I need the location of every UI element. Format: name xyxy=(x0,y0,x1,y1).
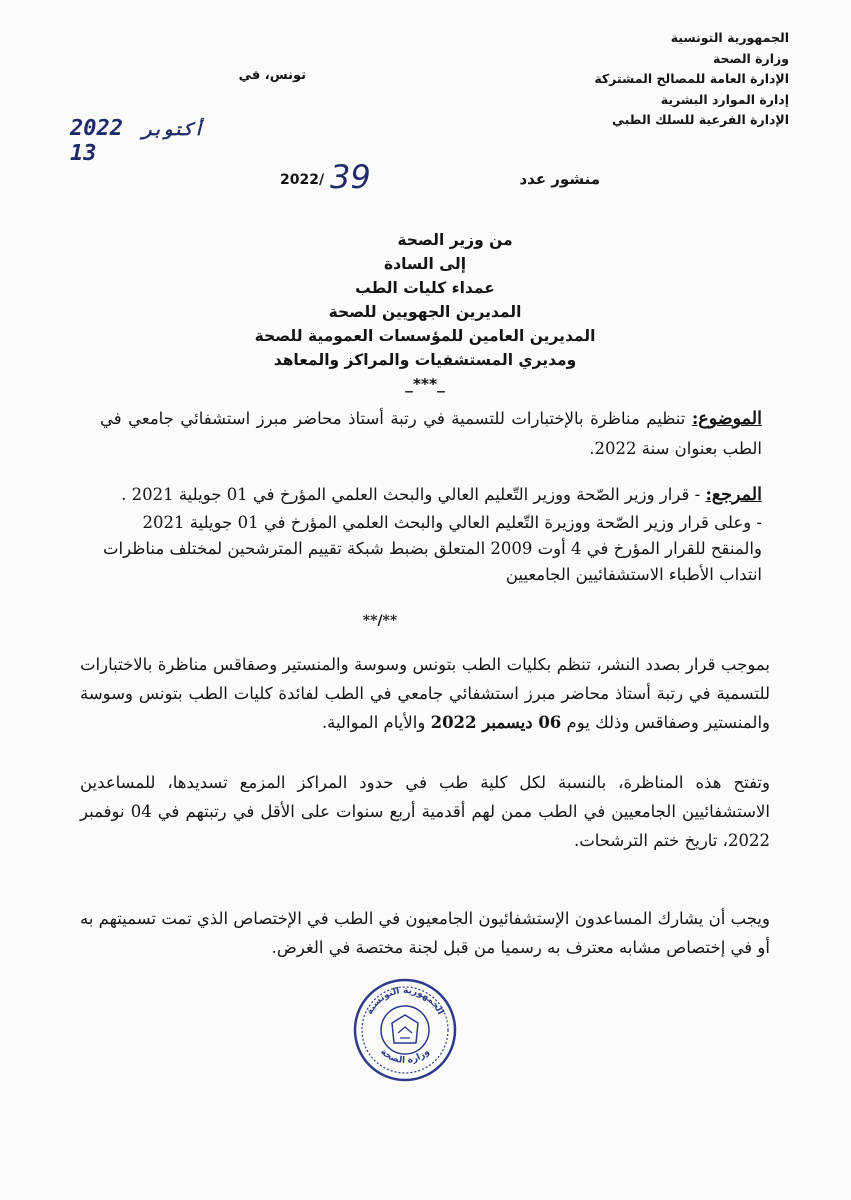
address-to: إلى السادة xyxy=(383,255,467,273)
official-stamp xyxy=(350,975,460,1085)
reference-item-2: - وعلى قرار وزير الصّحة ووزيرة التّعليم العالي والبحث العلمي المؤرخ في 01 جويلية 2021 والمنقح للقرار المؤرخ في 4 أوت 2009 المتعلق بضبط شبكة تقييم المترشحين لمختلف مناظرات انتداب الأطباء الاستشفائيين الجامعيين xyxy=(103,513,762,584)
circular-number: 39 xyxy=(330,158,371,196)
ministry-header xyxy=(529,28,789,131)
recipient: ومديري المستشفيات والمراكز والمعاهد xyxy=(273,351,577,369)
reference-item-1 xyxy=(100,482,762,508)
header-line: وزارة الصحة xyxy=(712,50,789,66)
p1-start: بموجب قرار بصدد النشر، تنظم بكليات الطب بتونس وسوسة والمنستير وصفاقس مناظرة بالاختبارات للتسمية في رتبة أستاذ محاضر مبرز استشفائي جامعي في الطب لفائدة كليات الطب بتونس وسوسة والمنستير وصفاقس وذلك يوم xyxy=(80,655,770,732)
stamp-seal-icon xyxy=(350,975,460,1085)
subject-keyword: الموضوع: xyxy=(691,409,762,429)
svg-text:وزارة الصحة xyxy=(378,1047,431,1066)
recipient: المديرين الجهويين للصحة xyxy=(328,303,522,321)
date-day: 13 xyxy=(70,141,97,166)
subject-text: تنظيم مناظرة بالإختبارات للتسمية في رتبة أستاذ محاضر مبرز استشفائي جامعي في الطب بعنوان سنة 2022. xyxy=(100,409,762,458)
reference-block xyxy=(100,482,762,588)
circular-number-line xyxy=(280,158,600,202)
place-label: تونس، في xyxy=(238,68,306,83)
address-block xyxy=(180,228,670,396)
circular-label: منشور عدد xyxy=(519,170,600,188)
header-line: إدارة الموارد البشرية xyxy=(660,91,789,107)
reference-keyword: المرجع: xyxy=(705,485,762,505)
stamp-text-top: الجمهورية التونسية xyxy=(364,985,446,1017)
subject-paragraph xyxy=(100,404,762,463)
circular-year: 2022/ xyxy=(280,172,325,188)
reference-item-1-text: - قرار وزير الصّحة ووزير التّعليم العالي والبحث العلمي المؤرخ في 01 جويلية 2021 . xyxy=(121,485,701,504)
handwritten-date xyxy=(70,116,220,166)
recipient: عمداء كليات الطب xyxy=(355,279,495,297)
p1-end: والأيام الموالية. xyxy=(321,713,431,732)
date-month: أكتوبر xyxy=(142,120,204,140)
stamp-text-bottom: وزارة الصحة xyxy=(378,1047,432,1066)
reference-separator: **/** xyxy=(362,613,398,629)
address-separator: _***_ xyxy=(405,375,445,393)
body-paragraph-1 xyxy=(80,650,770,737)
p1-date: 06 ديسمبر 2022 xyxy=(430,713,562,732)
header-line: الإدارة العامة للمصالح المشتركة xyxy=(594,71,789,86)
body-paragraph-3: ويجب أن يشارك المساعدون الإستشفائيون الجامعيون في الطب في الإختصاص الذي تمت تسميتهم به أو في إختصاص مشابه معترف به رسميا من قبل لجنة مختصة في الغرض. xyxy=(80,909,770,957)
header-line: الجمهورية التونسية xyxy=(670,30,789,45)
date-year: 2022 xyxy=(70,116,123,141)
recipient: المديرين العامين للمؤسسات العمومية للصحة xyxy=(254,327,596,345)
header-line: الإدارة الفرعية للسلك الطبي xyxy=(611,112,789,127)
address-from: من وزير الصحة xyxy=(397,231,513,249)
body-paragraph-2: وتفتح هذه المناظرة، بالنسبة لكل كلية طب في حدود المراكز المزمع تسديدها، للمساعدين الاستشفائيين الجامعيين في الطب ممن لهم أقدمية أربع سنوات على الأقل في رتبتهم في 04 نوفمبر 2022، تاريخ ختم الترشحات. xyxy=(80,773,770,850)
svg-text:الجمهورية التونسية xyxy=(365,986,445,1017)
